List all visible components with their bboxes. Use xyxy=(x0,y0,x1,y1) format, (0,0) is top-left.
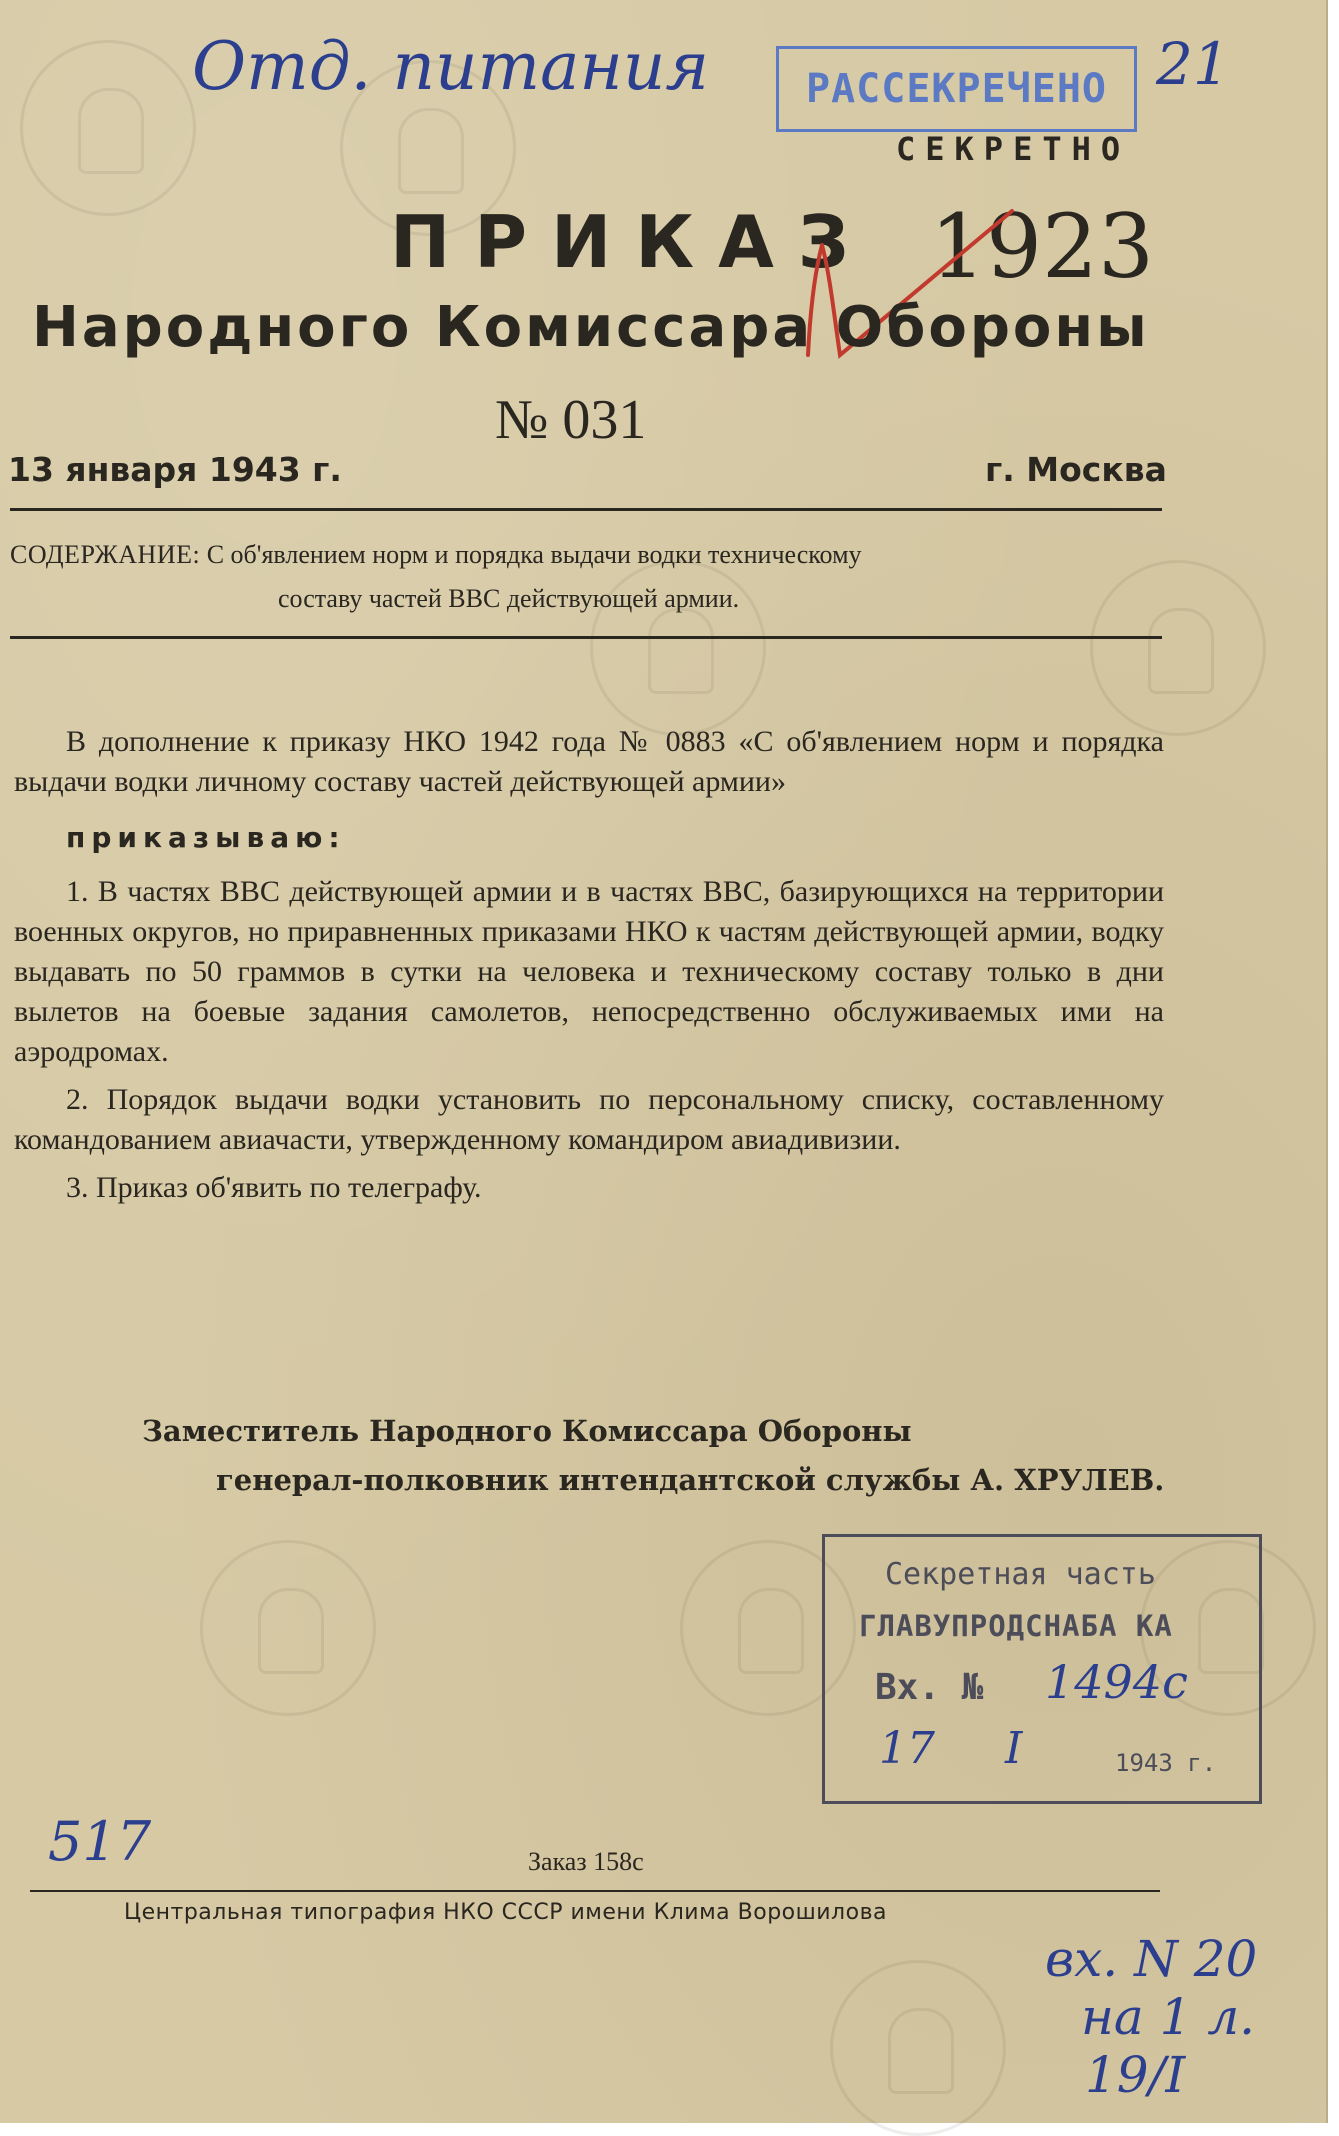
summary-text-1: С об'явлением норм и порядка выдачи водки техническому xyxy=(206,540,862,569)
handwritten-incoming-line: на 1 л. xyxy=(1081,1988,1256,2046)
order-body xyxy=(14,722,1164,1216)
issuer-heading: Народного Комиссара Обороны xyxy=(32,295,1150,360)
summary-text-2: составу частей ВВС действующей армии. xyxy=(278,584,740,613)
registry-in-number: 1494с xyxy=(1045,1655,1188,1709)
registry-stamp-line2: ГЛАВУПРОДСНАБА КА xyxy=(859,1609,1173,1643)
summary-label: СОДЕРЖАНИЕ: xyxy=(10,540,201,569)
signature-name: генерал-полковник интендантской службы А. ХРУЛЕВ. xyxy=(216,1463,1165,1497)
order-word: приказываю: xyxy=(66,821,346,854)
summary-block xyxy=(10,533,1160,621)
order-date: 13 января 1943 г. xyxy=(8,450,342,489)
classification-label: СЕКРЕТНО xyxy=(896,130,1131,168)
signature-title: Заместитель Народного Комиссара Обороны xyxy=(142,1414,912,1448)
printer-imprint: Центральная типография НКО СССР имени Клима Ворошилова xyxy=(124,1900,888,1925)
watermark-emblem xyxy=(830,1960,1006,2136)
watermark-emblem xyxy=(200,1540,376,1716)
order-number: № 031 xyxy=(495,389,647,451)
handwritten-number-note: 21 xyxy=(1156,30,1230,98)
summary-line-1 xyxy=(10,533,1160,577)
watermark-emblem xyxy=(20,40,196,216)
order-item: 1. В частях ВВС действующей армии и в частях ВВС, базирующихся на территории военных округов, но приравненных приказами НКО к частям действующей армии, водку выдавать по 50 граммов в сутки на человека и техническому составу только в дни вылетов на боевые задания самолетов, непосредственно обслуживаемых ими на аэродромах. xyxy=(14,875,1164,1068)
registry-month: I xyxy=(1005,1723,1023,1774)
handwritten-department-note: Отд. питания xyxy=(192,28,710,105)
divider-line xyxy=(10,636,1162,639)
print-order-ref: Заказ 158с xyxy=(528,1847,644,1876)
order-city: г. Москва xyxy=(985,450,1167,489)
order-item: 2. Порядок выдачи водки установить по персональному списку, составленному командованием авиачасти, утвержденному командиром авиадивизии. xyxy=(14,1083,1164,1156)
divider-line xyxy=(10,508,1162,511)
declassified-stamp xyxy=(776,46,1137,132)
handwritten-incoming-note xyxy=(1045,1930,1257,2104)
registry-year: 1943 г. xyxy=(1115,1749,1217,1777)
footer-divider xyxy=(30,1890,1160,1892)
declassified-stamp-text: РАССЕКРЕЧЕНО xyxy=(806,66,1107,112)
summary-line-2 xyxy=(10,577,1160,621)
stamped-number: 1923 xyxy=(930,195,1154,298)
document-title: ПРИКАЗ xyxy=(390,200,874,284)
handwritten-incoming-line: 19/I xyxy=(1085,2046,1186,2104)
registry-day: 17 xyxy=(879,1723,935,1774)
intro-paragraph: В дополнение к приказу НКО 1942 года № 0883 «С об'явлением норм и порядка выдачи водки личному составу частей действующей армии» xyxy=(14,725,1164,798)
order-item: 3. Приказ об'явить по телеграфу. xyxy=(66,1171,482,1204)
registry-stamp-line1: Секретная часть xyxy=(885,1557,1156,1592)
registry-stamp xyxy=(822,1534,1262,1804)
handwritten-sheet-number: 517 xyxy=(48,1810,152,1873)
registry-in-label: Вх. № xyxy=(875,1667,984,1708)
handwritten-incoming-line: вх. N 20 xyxy=(1045,1930,1258,1988)
